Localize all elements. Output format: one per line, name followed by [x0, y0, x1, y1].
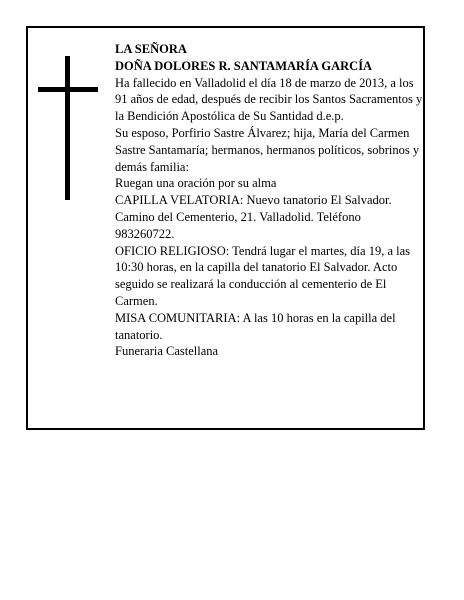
obituary-notice	[26, 26, 425, 430]
notice-paragraph-service: OFICIO RELIGIOSO: Tendrá lugar el martes, día 19, a las 10:30 horas, en la capilla del tanatorio El Salvador. Acto seguido se realizará la conducción al cementerio de El Carmen.	[115, 243, 411, 308]
notice-title-line2: DOÑA DOLORES R. SANTAMARÍA GARCÍA	[115, 58, 373, 73]
cross-icon	[38, 56, 98, 200]
notice-paragraph-funeral-home: Funeraria Castellana	[115, 344, 219, 359]
notice-paragraph-mass: MISA COMUNITARIA: A las 10 horas en la capilla del tanatorio.	[115, 310, 396, 342]
notice-paragraph-family: Su esposo, Porfirio Sastre Álvarez; hija, María del Carmen Sastre Santamaría; hermanos, hermanos políticos, sobrinos y demás familia:	[115, 125, 420, 174]
cross-horizontal-bar	[38, 87, 98, 92]
notice-paragraph-prayer: Ruegan una oración por su alma	[115, 176, 277, 191]
notice-title-line1: LA SEÑORA	[115, 42, 187, 56]
cross-vertical-bar	[65, 56, 70, 200]
notice-paragraph-chapel: CAPILLA VELATORIA: Nuevo tanatorio El Salvador. Camino del Cementerio, 21. Valladolid. Teléfono 983260722.	[115, 193, 392, 241]
notice-text	[115, 41, 423, 360]
notice-paragraph-death: Ha fallecido en Valladolid el día 18 de marzo de 2013, a los 91 años de edad, después de recibir los Santos Sacramentos y la Bendición Apostólica de Su Santidad d.e.p.	[115, 75, 423, 124]
